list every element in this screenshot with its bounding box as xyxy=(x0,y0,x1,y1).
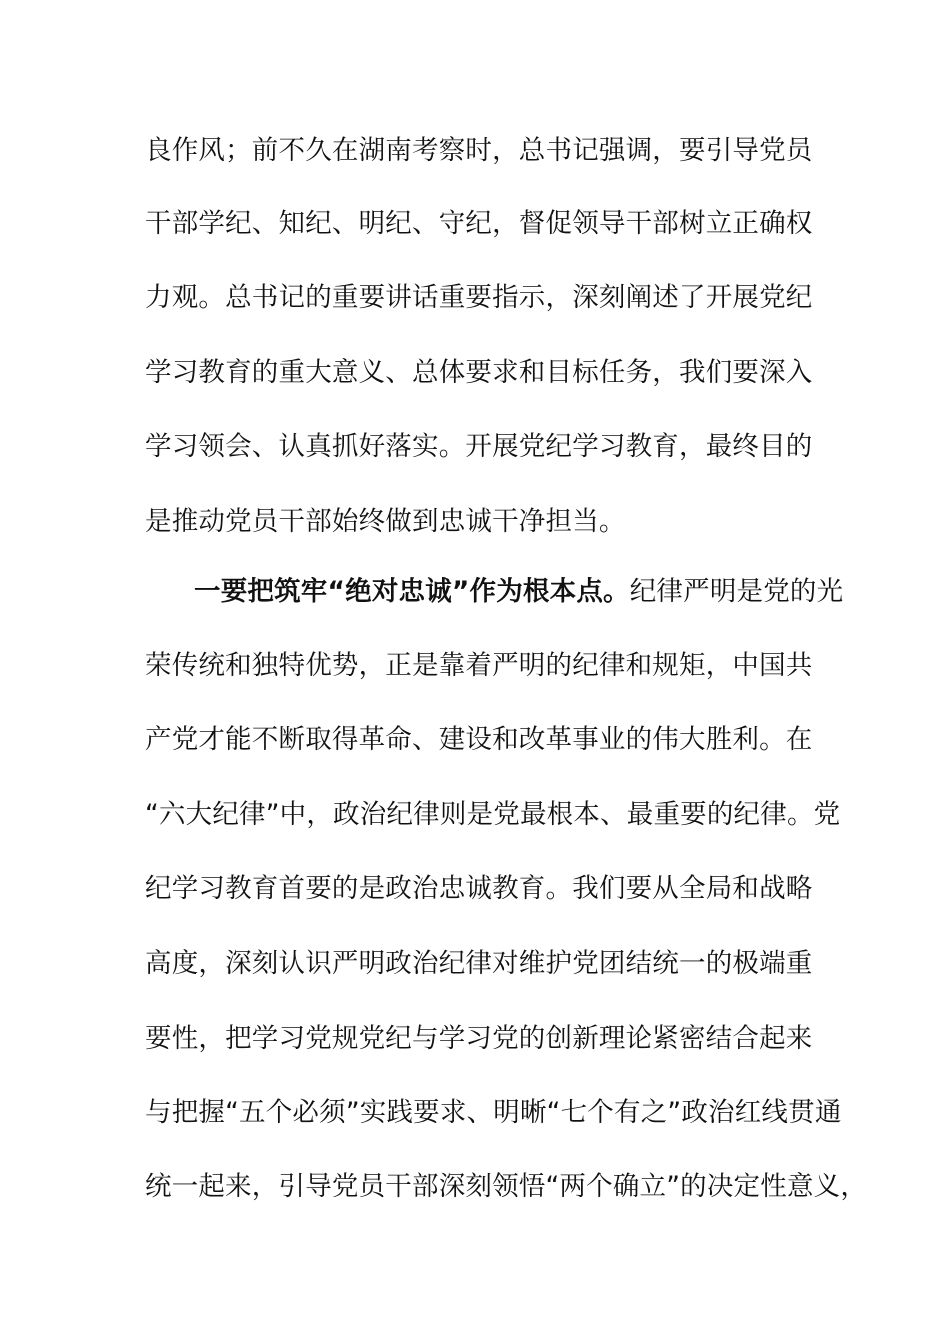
body-text-line: 良作风；前不久在湖南考察时，总书记强调，要引导党员 xyxy=(145,135,813,166)
body-text-line: 力观。总书记的重要讲话重要指示，深刻阐述了开展党纪 xyxy=(145,282,813,313)
body-text-line: 纪学习教育首要的是政治忠诚教育。我们要从全局和战略 xyxy=(145,873,813,904)
section-heading: 一要把筑牢“绝对忠诚”作为根本点。 xyxy=(194,576,630,607)
body-text-line: 统一起来，引导党员干部深刻领悟“两个确立”的决定性意义， xyxy=(145,1171,868,1202)
body-text-line: 要性，把学习党规党纪与学习党的创新理论紧密结合起来 xyxy=(145,1023,813,1054)
body-text-line: 荣传统和独特优势，正是靠着严明的纪律和规矩，中国共 xyxy=(145,650,813,681)
body-text-line: 学习教育的重大意义、总体要求和目标任务，我们要深入 xyxy=(145,357,813,388)
body-text-line: “六大纪律”中，政治纪律则是党最根本、最重要的纪律。党 xyxy=(145,799,841,830)
body-text-line: 干部学纪、知纪、明纪、守纪，督促领导干部树立正确权 xyxy=(145,208,813,239)
paragraph-first-line xyxy=(194,575,894,609)
body-text-line: 产党才能不断取得革命、建设和改革事业的伟大胜利。在 xyxy=(145,724,813,755)
body-text-line: 是推动党员干部始终做到忠诚干净担当。 xyxy=(145,506,626,537)
body-text-line: 高度，深刻认识严明政治纪律对维护党团结统一的极端重 xyxy=(145,948,813,979)
body-text-line: 学习领会、认真抓好落实。开展党纪学习教育，最终目的 xyxy=(145,431,813,462)
body-text-fragment: 纪律严明是党的光 xyxy=(629,576,844,607)
body-text-line: 与把握“五个必须”实践要求、明晰“七个有之”政治红线贯通 xyxy=(145,1097,842,1128)
